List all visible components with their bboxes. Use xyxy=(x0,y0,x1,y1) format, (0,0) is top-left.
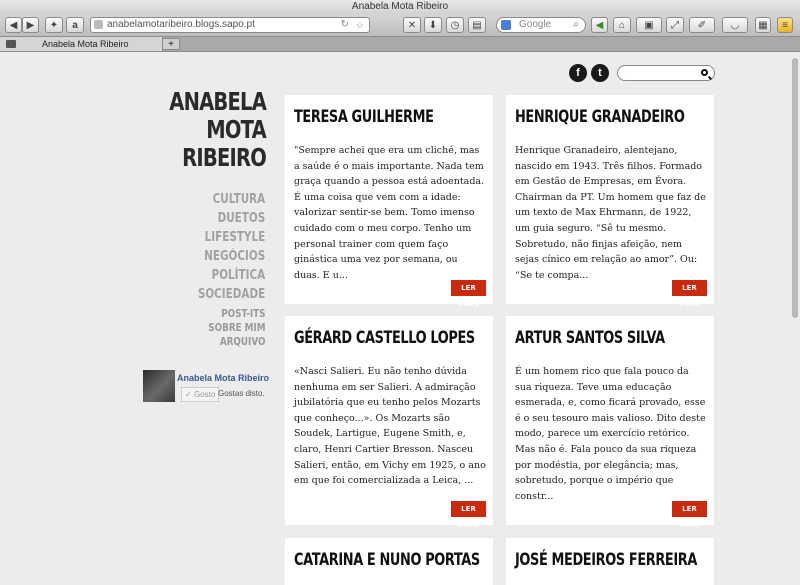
back-button[interactable]: ◀ xyxy=(5,17,22,33)
twitter-icon[interactable]: t xyxy=(591,64,609,82)
puzzle-icon[interactable]: ▦ xyxy=(755,17,771,33)
post-excerpt: É um homem rico que fala pouco da sua riqueza. Teve uma educação esmerada, e, como ficará provado, esse é o seu tesouro mais valioso. Dito deste modo, parece um exercício retórico. Mas não é. Fala pouco da sua riqueza por modéstia, por elegância; mas, sobretudo, porque o império que constr... xyxy=(515,366,706,502)
site-title-line: MOTA xyxy=(206,115,266,144)
search-icon: ⌕ xyxy=(573,19,579,30)
read-more-button[interactable]: LER MAIS xyxy=(672,280,707,296)
nav-item-lifestyle[interactable]: LIFESTYLE xyxy=(204,230,265,245)
facebook-page-name[interactable]: Anabela Mota Ribeiro xyxy=(177,373,270,383)
post-title[interactable]: GÉRARD CASTELLO LOPES xyxy=(294,328,475,348)
post-card xyxy=(506,95,714,308)
post-excerpt: «Nasci Salieri. Eu não tenho dúvida nenhuma em ser Salieri. A admiração jubilatória que eu tenho pelos Mozarts que conheço...». Os Mozarts são Soudek, Lartigue, Eugene Smith, e, claro, Henri Cartier Bresson. Nasceu Salieri, então, em Vichy em 1925, o ano em que foi comercializada a Leica, ... xyxy=(294,366,486,487)
post-title[interactable]: ARTUR SANTOS SILVA xyxy=(515,328,665,348)
facebook-icon[interactable]: f xyxy=(569,64,587,82)
google-icon xyxy=(501,20,511,30)
facebook-widget xyxy=(143,370,270,404)
site-favicon-icon xyxy=(94,20,103,29)
page-content xyxy=(0,52,800,585)
site-title-line: RIBEIRO xyxy=(182,143,266,172)
post-card xyxy=(506,538,714,585)
nav-item-sociedade[interactable]: SOCIEDADE xyxy=(197,287,265,302)
like-button-label: Gosto xyxy=(193,390,216,399)
window-menu-icon[interactable]: ▣ xyxy=(636,17,662,33)
browser-search-input[interactable] xyxy=(496,17,586,33)
tab-anabela[interactable] xyxy=(0,37,163,51)
window-title: Anabela Mota Ribeiro xyxy=(351,1,449,12)
site-search-input[interactable] xyxy=(617,65,715,81)
scrollbar[interactable] xyxy=(792,58,798,318)
category-nav xyxy=(181,190,265,304)
new-tab-button[interactable]: + xyxy=(162,38,180,50)
site-title-line: ANABELA xyxy=(169,87,266,116)
read-more-button[interactable]: LER MAIS xyxy=(451,501,486,517)
nav-item-cultura[interactable]: CULTURA xyxy=(212,192,265,207)
address-text: anabelamotaribeiro.blogs.sapo.pt xyxy=(107,19,255,30)
post-title[interactable]: JOSÉ MEDEIROS FERREIRA xyxy=(515,550,697,570)
post-title[interactable]: HENRIQUE GRANADEIRO xyxy=(515,107,685,127)
read-more-button[interactable]: LER MAIS xyxy=(451,280,486,296)
download-icon[interactable]: ⬇ xyxy=(424,17,442,33)
stop-button[interactable]: ✕ xyxy=(403,17,421,33)
reload-icon[interactable]: ↻ xyxy=(340,19,349,30)
nav-item-duetos[interactable]: DUETOS xyxy=(217,211,265,226)
post-excerpt: Henrique Granadeiro, alentejano, nascido em 1943. Três filhos. Formado em Gestão de Empresas, em Évora. Chairman da PT. Um homem que faz de um texto de Max Ehrmann, de 1922, um guia seguro. “Sê tu mesmo. Sobretudo, não finjas afeição, nem sejas cínico em relação ao amor”. Ou: “Se te compa... xyxy=(515,145,706,281)
tab-label: Anabela Mota Ribeiro xyxy=(42,39,129,49)
post-title[interactable]: CATARINA E NUNO PORTAS xyxy=(294,550,480,570)
like-count-text: Gostas disto. xyxy=(218,389,265,398)
bookmark-star-icon[interactable]: ☆ xyxy=(355,20,364,30)
window-titlebar xyxy=(0,0,800,14)
nav-item-sobre-mim[interactable]: SOBRE MIM xyxy=(207,321,265,334)
post-excerpt: "Sempre achei que era um cliché, mas a saúde é o mais importante. Nada tem graça quando a pessoa está adoentada. É uma coisa que vem com a idade: valorizar sentir-se bem. Tomo imenso cuidado com o meu corpo. Tenho um personal trainer com quem faço ginástica uma vez por semana, ou duas. E u... xyxy=(294,145,485,281)
post-card xyxy=(506,316,714,529)
site-title[interactable] xyxy=(157,88,266,172)
nav-item-negocios[interactable]: NEGÓCIOS xyxy=(203,249,265,264)
nav-item-post-its[interactable]: POST-ITS xyxy=(220,307,265,320)
secondary-nav xyxy=(194,307,265,349)
home-icon[interactable]: ⌂ xyxy=(613,17,631,33)
history-icon[interactable]: ◷ xyxy=(446,17,464,33)
nav-item-politica[interactable]: POLÍTICA xyxy=(211,268,265,283)
like-button[interactable] xyxy=(181,387,219,402)
resize-icon[interactable]: ⤢ xyxy=(666,17,684,33)
amazon-icon[interactable]: a xyxy=(66,17,84,33)
address-bar[interactable] xyxy=(90,17,370,33)
tab-favicon-icon xyxy=(6,40,16,48)
extension-icon[interactable]: ✦ xyxy=(45,17,63,33)
notes-icon[interactable]: ≡ xyxy=(777,17,793,33)
read-more-button[interactable]: LER MAIS xyxy=(672,501,707,517)
browser-search-placeholder: Google xyxy=(519,19,552,30)
green-arrow-icon[interactable]: ◀ xyxy=(591,17,608,33)
browser-toolbar xyxy=(0,14,800,37)
pocket-icon[interactable]: ◡ xyxy=(722,17,748,33)
avatar[interactable] xyxy=(143,370,175,402)
post-title[interactable]: TERESA GUILHERME xyxy=(294,107,434,127)
forward-button[interactable]: ▶ xyxy=(22,17,39,33)
nav-item-arquivo[interactable]: ARQUIVO xyxy=(219,335,265,348)
thumb-up-icon: ✓ xyxy=(185,390,194,399)
search-icon[interactable] xyxy=(701,69,708,76)
tools-menu-icon[interactable]: ✐ xyxy=(689,17,715,33)
reader-icon[interactable]: ▤ xyxy=(468,17,486,33)
post-card xyxy=(285,95,493,308)
tab-bar xyxy=(0,37,800,52)
post-card xyxy=(285,316,493,529)
post-card xyxy=(285,538,493,585)
